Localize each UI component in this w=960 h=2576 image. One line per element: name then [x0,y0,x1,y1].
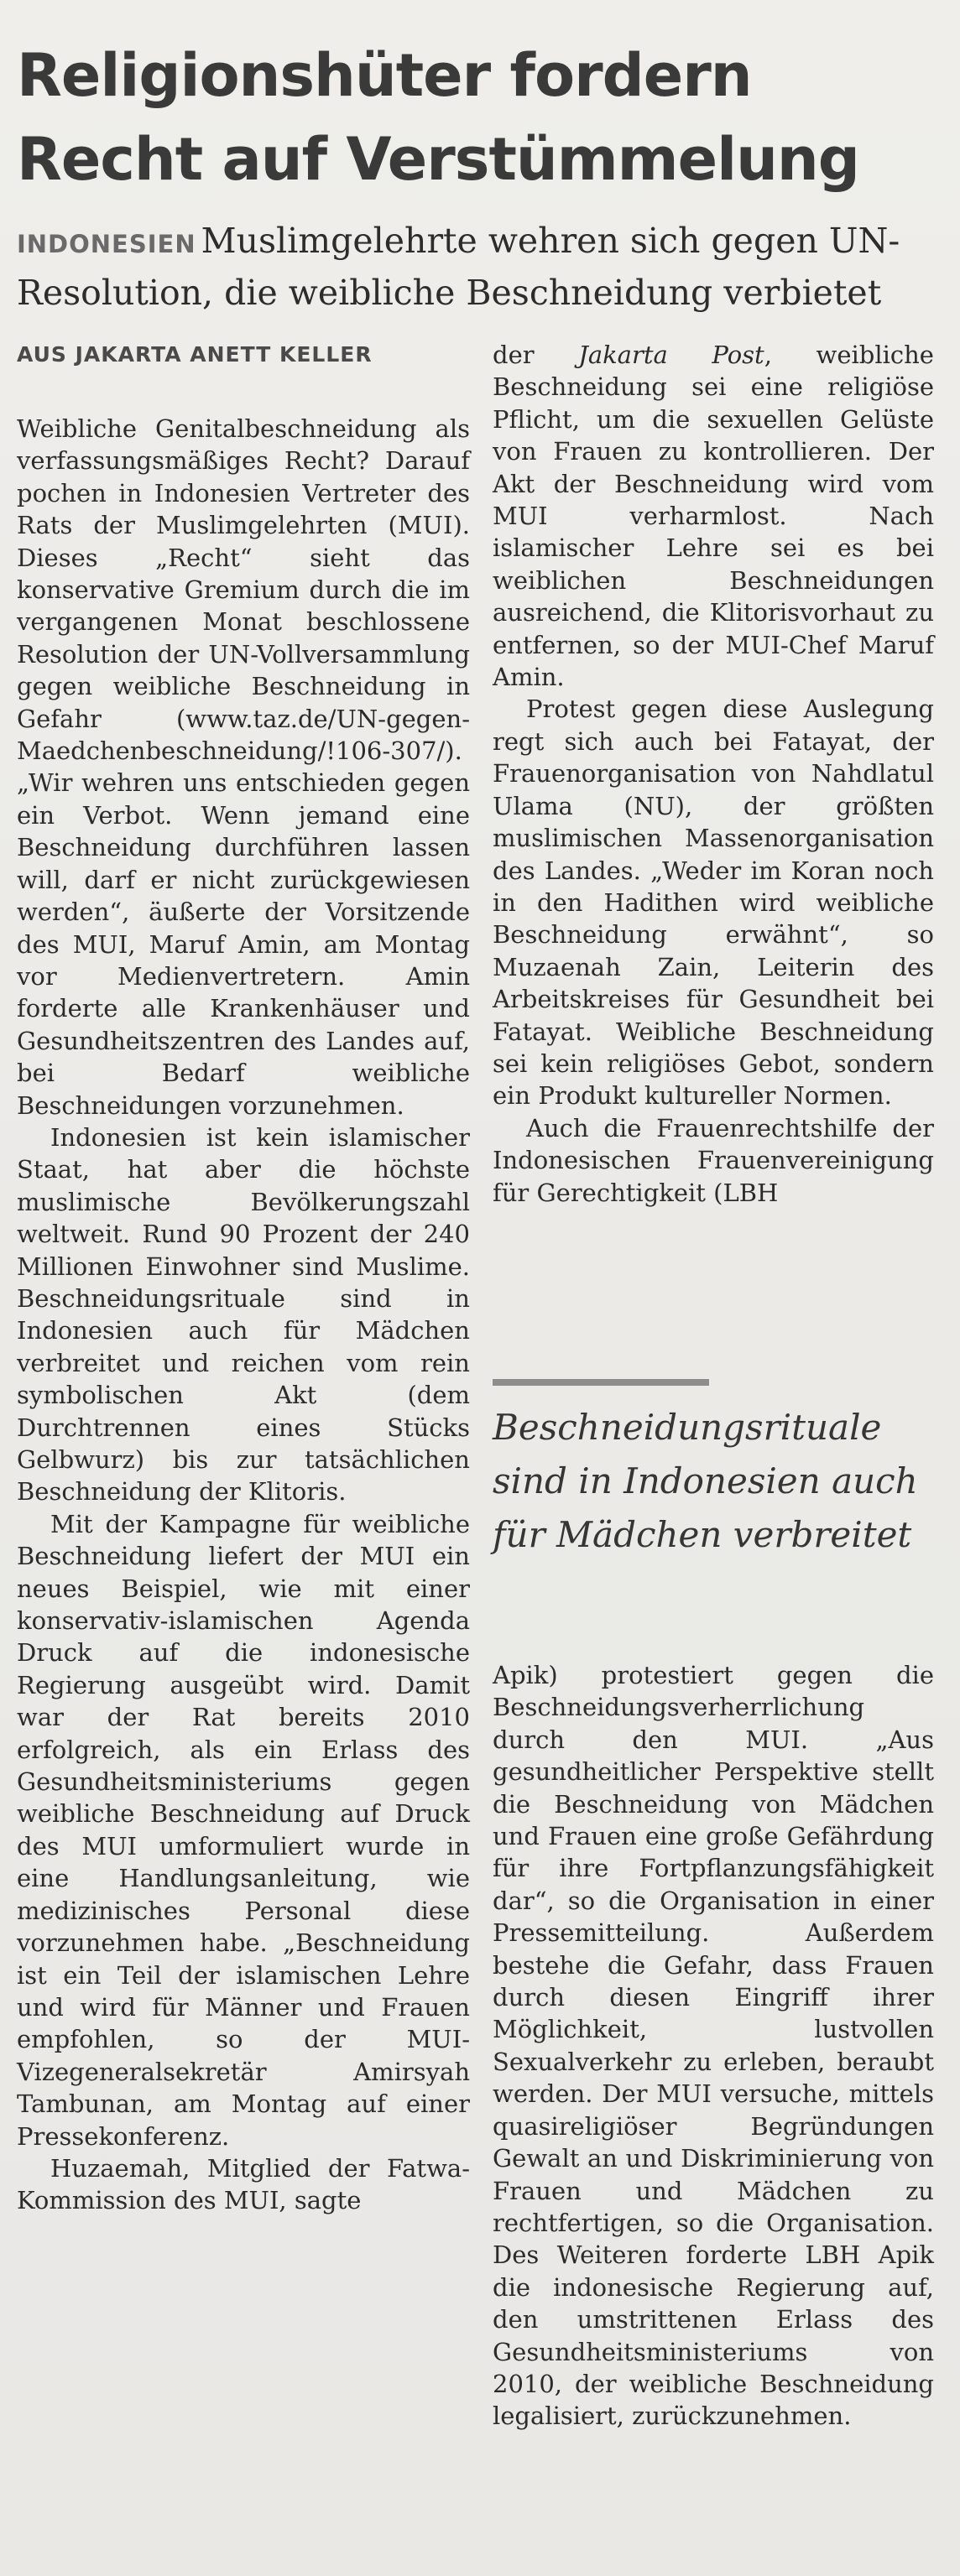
pull-quote: Beschneidungsrituale sind in Indonesien auch für Mädchen verbreitet [493,1407,918,1555]
subhead-text: Muslimgelehrte wehren sich gegen UN-Resolution, die weibliche Beschneidung verbietet [17,221,900,313]
left-column [17,413,470,2217]
pull-quote-rule [493,1379,709,1386]
publication-name: Jakarta Post [578,341,764,369]
headline-line-1: Religionshüter fordern [17,41,752,110]
paragraph: Auch die Frauenrechtshilfe der Indonesischen Frauenvereinigung für Gerechtigkeit (LBH [493,1113,934,1207]
paragraph: Indonesien ist kein islamischer Staat, hat aber die höchste muslimische Bevölkerungszahl weltweit. Rund 90 Prozent der 240 Millionen Einwohner sind Muslime. Beschneidungsrituale sind in Indonesien auch für Mädchen verbreitet und reichen vom rein symbolischen Akt (dem Durchtrennen eines Stücks Gelbwurz) bis zur tatsächlichen Beschneidung der Klitoris. [17,1122,470,1507]
paragraph: Protest gegen diese Auslegung regt sich auch bei Fatayat, der Frauenorganisation von Nahdlatul Ulama (NU), der größten muslimischen Massenorganisation des Landes. „Weder im Koran noch in den Hadithen wird weibliche Beschneidung erwähnt“, so Muzaenah Zain, Leiterin des Arbeitskreises für Gesundheit bei Fatayat. Weibliche Beschneidung sei kein religiöses Gebot, sondern ein Produkt kultureller Normen. [493,695,934,1111]
paragraph: der Jakarta Post, weibliche Beschneidung sei eine religiöse Pflicht, um die sexuellen Gelüste von Frauen zu kontrollieren. Der Akt der Beschneidung wird vom MUI verharmlost. Nach islamischer Lehre sei es bei weiblichen Beschneidungen ausreichend, die Klitorisvorhaut zu entfernen, so der MUI-Chef Maruf Amin. [493,341,934,692]
paragraph: Apik) protestiert gegen die Beschneidungsverherrlichung durch den MUI. „Aus gesundheitlicher Perspektive stellt die Beschneidung von Mädchen und Frauen eine große Gefährdung für ihre Fortpflanzungsfähigkeit dar“, so die Organisation in einer Pressemitteilung. Außerdem bestehe die Gefahr, dass Frauen durch diesen Eingriff ihrer Möglichkeit, lustvollen Sexualverkehr zu erleben, beraubt werden. Der MUI versuche, mittels quasireligiöser Begründungen Gewalt an und Diskriminierung von Frauen und Mädchen zu rechtfertigen, so die Organisation. Des Weiteren forderte LBH Apik die indonesische Regierung auf, den umstrittenen Erlass des Gesundheitsministeriums von 2010, der weibliche Beschneidung legalisiert, zurückzunehmen. [493,1661,934,2431]
subheadline [17,216,940,317]
byline: AUS JAKARTA ANETT KELLER [17,342,373,367]
headline-line-2: Recht auf Verstümmelung [17,125,859,194]
paragraph: Mit der Kampagne für weibliche Beschneidung liefert der MUI ein neues Beispiel, wie mit einer konservativ-islamischen Agenda Druck auf die indonesische Regierung ausgeübt wird. Damit war der Rat bereits 2010 erfolgreich, als ein Erlass des Gesundheitsministeriums gegen weibliche Beschneidung auf Druck des MUI umformuliert wurde in eine Handlungsanleitung, wie medizinisches Personal diese vorzunehmen habe. „Beschneidung ist ein Teil der islamischen Lehre und wird für Männer und Frauen empfohlen, so der MUI-Vizegeneralsekretär Amirsyah Tambunan, am Montag auf einer Pressekonferenz. [17,1509,470,2151]
right-column-top [493,339,934,1209]
paragraph: Huzaemah, Mitglied der Fatwa-Kommission des MUI, sagte [17,2153,470,2215]
kicker-label: INDONESIEN [17,230,196,258]
headline [17,34,948,201]
paragraph: Weibliche Genitalbeschneidung als verfassungsmäßiges Recht? Darauf pochen in Indonesien Vertreter des Rats der Muslimgelehrten (MUI). Dieses „Recht“ sieht das konservative Gremium durch die im vergangenen Monat beschlossene Resolution der UN-Vollversammlung gegen weibliche Beschneidung in Gefahr (www.taz.de/UN-gegen-Maedchenbeschneidung/!106-307/). „Wir wehren uns entschieden gegen ein Verbot. Wenn jemand eine Beschneidung durchführen lassen will, darf er nicht zurückgewiesen werden“, äußerte der Vorsitzende des MUI, Maruf Amin, am Montag vor Medienvertretern. Amin forderte alle Krankenhäuser und Gesundheitszentren des Landes auf, bei Bedarf weibliche Beschneidungen vorzunehmen. [17,414,470,1120]
right-column-bottom [493,1659,934,2433]
